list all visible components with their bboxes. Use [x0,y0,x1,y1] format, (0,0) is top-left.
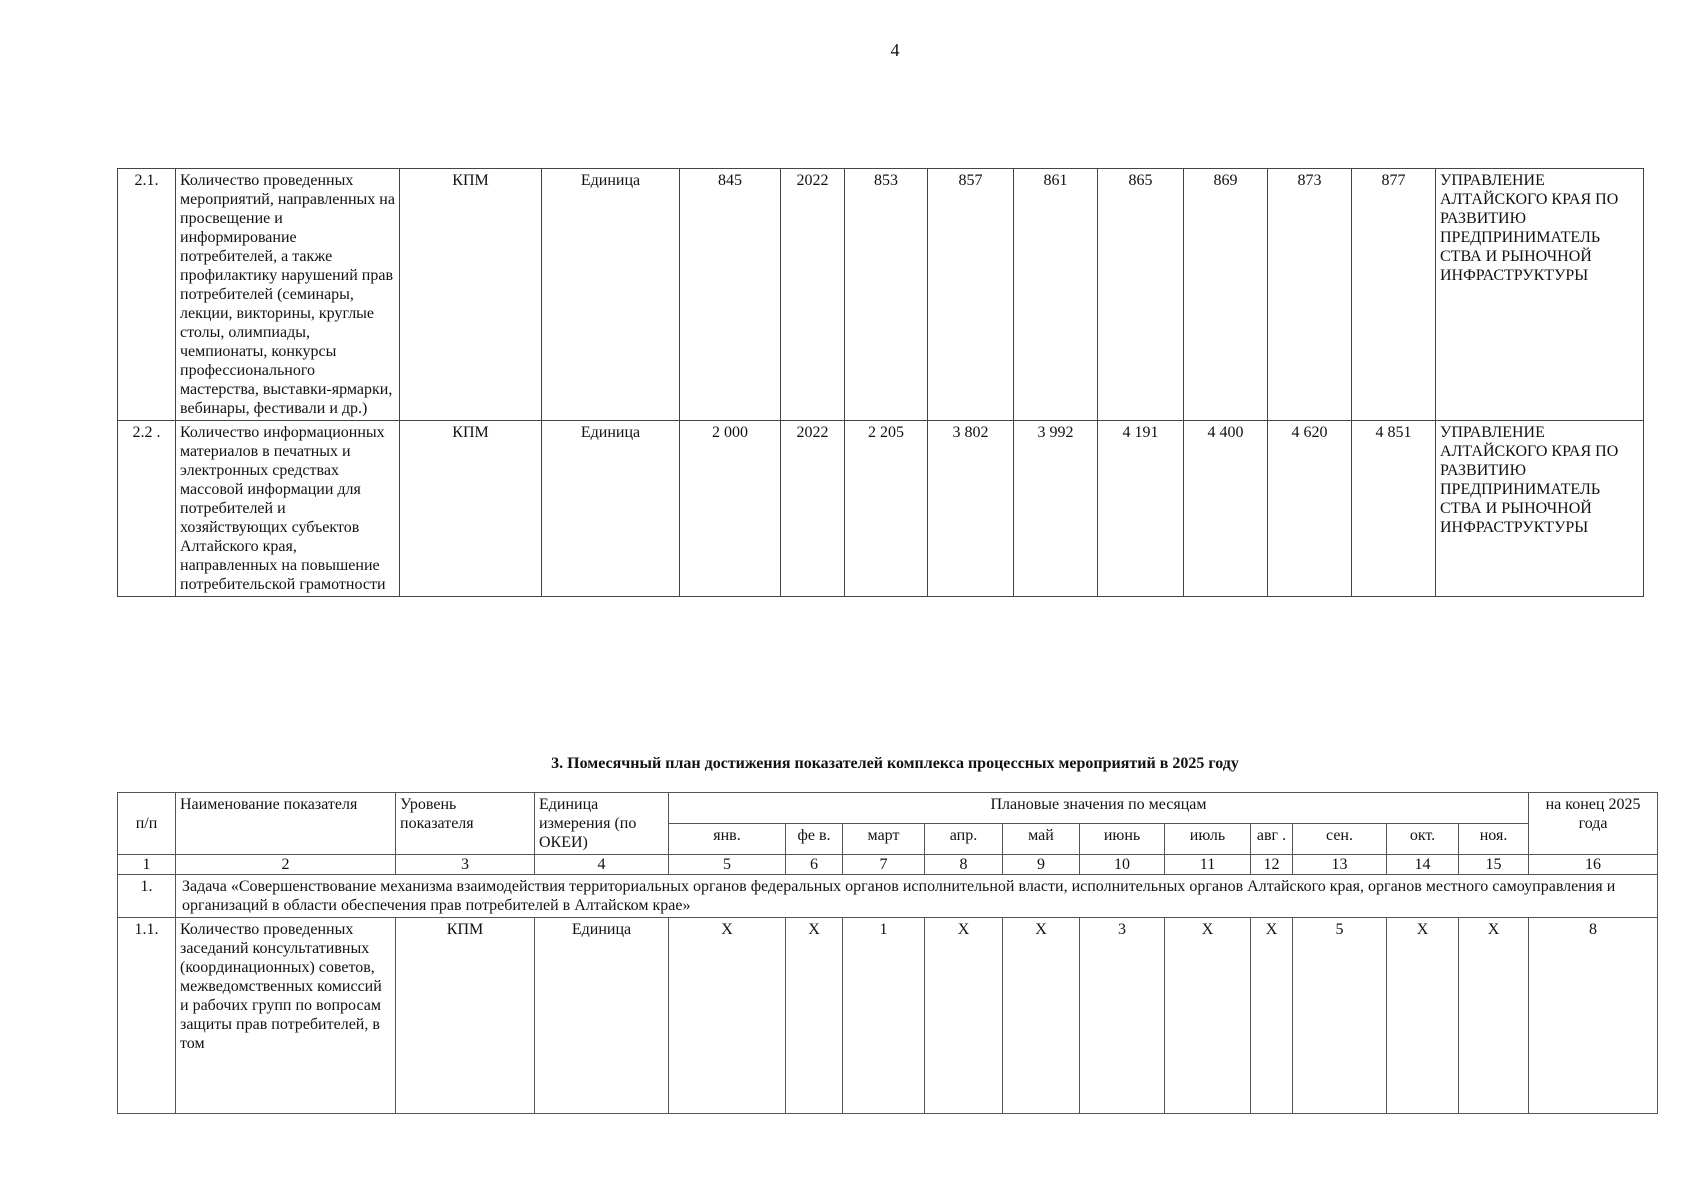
value-cell: 853 [845,169,928,421]
month-label: июнь [1080,824,1165,855]
value-cell: 4 400 [1184,421,1268,597]
header-level: Уровень показателя [396,793,535,855]
month-label: май [1003,824,1080,855]
column-number: 9 [1003,855,1080,875]
indicator-level: КПМ [396,918,535,1114]
table-row [118,918,1658,1114]
table-row [118,421,1644,597]
month-label: фе в. [786,824,843,855]
month-label: сен. [1293,824,1387,855]
value-cell: 4 620 [1268,421,1352,597]
month-label: март [843,824,925,855]
month-value: X [1387,918,1459,1114]
row-number: 2.2 . [118,421,176,597]
row-number: 2.1. [118,169,176,421]
task-text: Задача «Совершенствование механизма взаимодействия территориальных органов федеральных органов исполнительной власти, исполнительных органов Алтайского края, органов местного самоуправления и организаций в области обеспечения прав потребителей в Алтайском крае» [176,875,1658,918]
header-unit: Единица измерения (по ОКЕИ) [535,793,669,855]
header-num: п/п [118,793,176,855]
row-number: 1.1. [118,918,176,1114]
column-number: 2 [176,855,396,875]
column-number: 15 [1459,855,1529,875]
value-cell: 3 802 [928,421,1014,597]
section-title: 3. Помесячный план достижения показателей комплекса процессных мероприятий в 2025 году [551,755,1239,772]
unit: Единица [542,169,680,421]
indicator-name: Количество проведенных заседаний консультативных (координационных) советов, межведомственных комиссий и рабочих групп по вопросам защиты прав потребителей, в том [176,918,396,1114]
column-number: 16 [1529,855,1658,875]
column-number: 4 [535,855,669,875]
column-number: 1 [118,855,176,875]
base-value: 2 000 [680,421,781,597]
table-row [118,169,1644,421]
header-plan: Плановые значения по месяцам [669,793,1529,824]
month-label: авг . [1251,824,1293,855]
column-number: 7 [843,855,925,875]
base-value: 845 [680,169,781,421]
value-cell: 857 [928,169,1014,421]
value-cell: 865 [1098,169,1184,421]
month-value: X [925,918,1003,1114]
column-number: 8 [925,855,1003,875]
month-label: ноя. [1459,824,1529,855]
responsible-org: УПРАВЛЕНИЕ АЛТАЙСКОГО КРАЯ ПО РАЗВИТИЮ ПРЕДПРИНИМАТЕЛЬ СТВА И РЫНОЧНОЙ ИНФРАСТРУКТУРЫ [1436,169,1644,421]
unit: Единица [542,421,680,597]
base-year: 2022 [781,169,845,421]
column-number: 13 [1293,855,1387,875]
indicator-level: КПМ [400,169,542,421]
header-end: на конец 2025 года [1529,793,1658,855]
end-year-value: 8 [1529,918,1658,1114]
column-number: 6 [786,855,843,875]
month-value: X [669,918,786,1114]
value-cell: 877 [1352,169,1436,421]
value-cell: 869 [1184,169,1268,421]
month-label: янв. [669,824,786,855]
month-value: X [786,918,843,1114]
page-number: 4 [890,40,900,60]
column-numbers-row [118,855,1658,875]
indicator-level: КПМ [400,421,542,597]
indicator-name: Количество проведенных мероприятий, направленных на просвещение и информирование потребителей, а также профилактику нарушений прав потребителей (семинары, лекции, викторины, круглые столы, олимпиады, чемпионаты, конкурсы профессионального мастерства, выставки-ярмарки, вебинары, фестивали и др.) [176,169,400,421]
month-label: июль [1165,824,1251,855]
month-value: X [1251,918,1293,1114]
column-number: 5 [669,855,786,875]
header-row [118,793,1658,824]
column-number: 10 [1080,855,1165,875]
month-value: 1 [843,918,925,1114]
month-label: окт. [1387,824,1459,855]
indicators-table [117,168,1644,597]
value-cell: 2 205 [845,421,928,597]
value-cell: 3 992 [1014,421,1098,597]
monthly-plan-table [117,792,1658,1114]
header-name: Наименование показателя [176,793,396,855]
task-number: 1. [118,875,176,918]
responsible-org: УПРАВЛЕНИЕ АЛТАЙСКОГО КРАЯ ПО РАЗВИТИЮ ПРЕДПРИНИМАТЕЛЬ СТВА И РЫНОЧНОЙ ИНФРАСТРУКТУРЫ [1436,421,1644,597]
value-cell: 4 851 [1352,421,1436,597]
month-value: X [1165,918,1251,1114]
value-cell: 873 [1268,169,1352,421]
month-value: X [1459,918,1529,1114]
month-value: 3 [1080,918,1165,1114]
unit: Единица [535,918,669,1114]
column-number: 11 [1165,855,1251,875]
value-cell: 4 191 [1098,421,1184,597]
column-number: 14 [1387,855,1459,875]
month-value: 5 [1293,918,1387,1114]
indicator-name: Количество информационных материалов в печатных и электронных средствах массовой информации для потребителей и хозяйствующих субъектов Алтайского края, направленных на повышение потребительской грамотности [176,421,400,597]
month-label: апр. [925,824,1003,855]
column-number: 3 [396,855,535,875]
task-row [118,875,1658,918]
column-number: 12 [1251,855,1293,875]
month-value: X [1003,918,1080,1114]
value-cell: 861 [1014,169,1098,421]
base-year: 2022 [781,421,845,597]
